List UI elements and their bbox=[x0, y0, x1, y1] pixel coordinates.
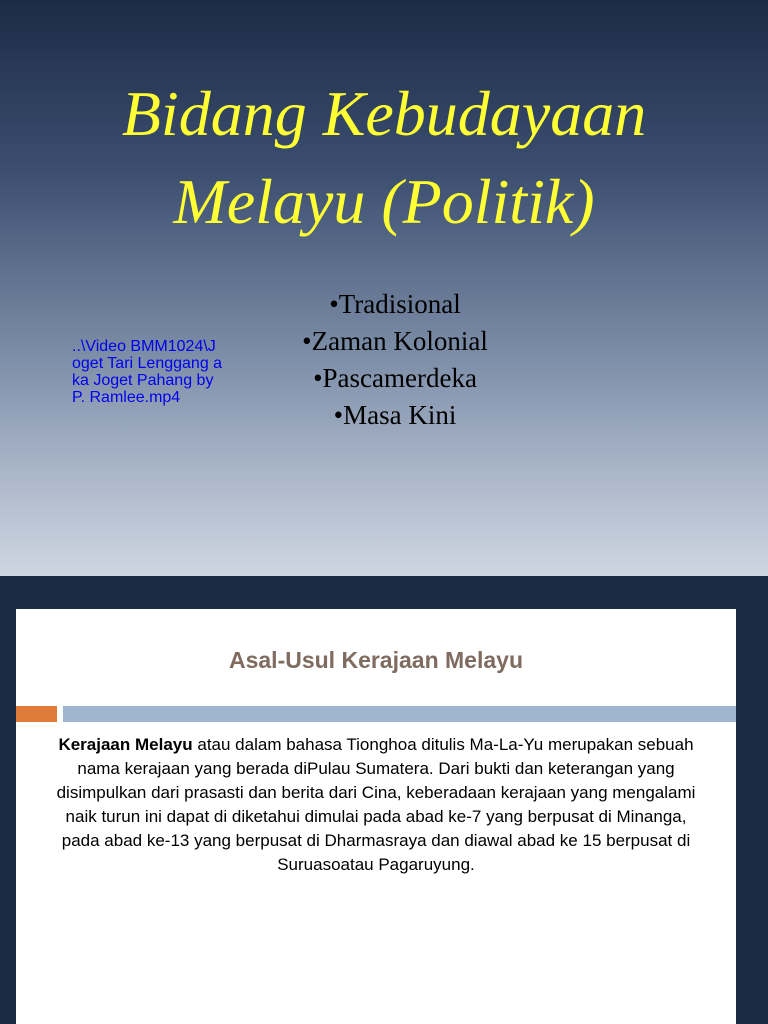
body-bold-term: Kerajaan Melayu bbox=[58, 735, 193, 754]
slide-2 bbox=[16, 609, 736, 1024]
slide-title-line-1: Bidang Kebudayaan bbox=[121, 78, 647, 149]
slide-title bbox=[0, 70, 768, 246]
bullet-item-masa-kini: •Masa Kini bbox=[333, 400, 457, 430]
body-text: atau dalam bahasa Tionghoa ditulis Ma-La-Yu merupakan sebuah nama kerajaan yang berada diPulau Sumatera. Dari bukti dan keterangan yang disimpulkan dari prasasti dan berita dari Cina, keberadaan kerajaan yang mengalami naik turun ini dapat di diketahui dimulai pada abad ke-7 yang berpusat di Minanga, pada abad ke-13 yang berpusat di Dharmasraya dan diawal abad ke 15 berpusat di Suruasoatau Pagaruyung. bbox=[56, 735, 696, 874]
bullet-item-tradisional: •Tradisional bbox=[329, 289, 461, 319]
slide-2-body bbox=[56, 733, 696, 877]
accent-bar-blue bbox=[63, 706, 736, 722]
bullet-item-pascamerdeka: •Pascamerdeka bbox=[313, 363, 477, 393]
accent-bar-orange bbox=[16, 706, 57, 722]
slide-title-line-2: Melayu (Politik) bbox=[173, 166, 595, 237]
bullet-list bbox=[270, 286, 520, 434]
bullet-item-zaman-kolonial: •Zaman Kolonial bbox=[302, 326, 488, 356]
slide-margin bbox=[736, 609, 768, 1024]
slide-2-title: Asal-Usul Kerajaan Melayu bbox=[228, 647, 523, 673]
video-file-link[interactable]: ..\Video BMM1024\Joget Tari Lenggang aka Joget Pahang by P. Ramlee.mp4 bbox=[72, 338, 223, 406]
